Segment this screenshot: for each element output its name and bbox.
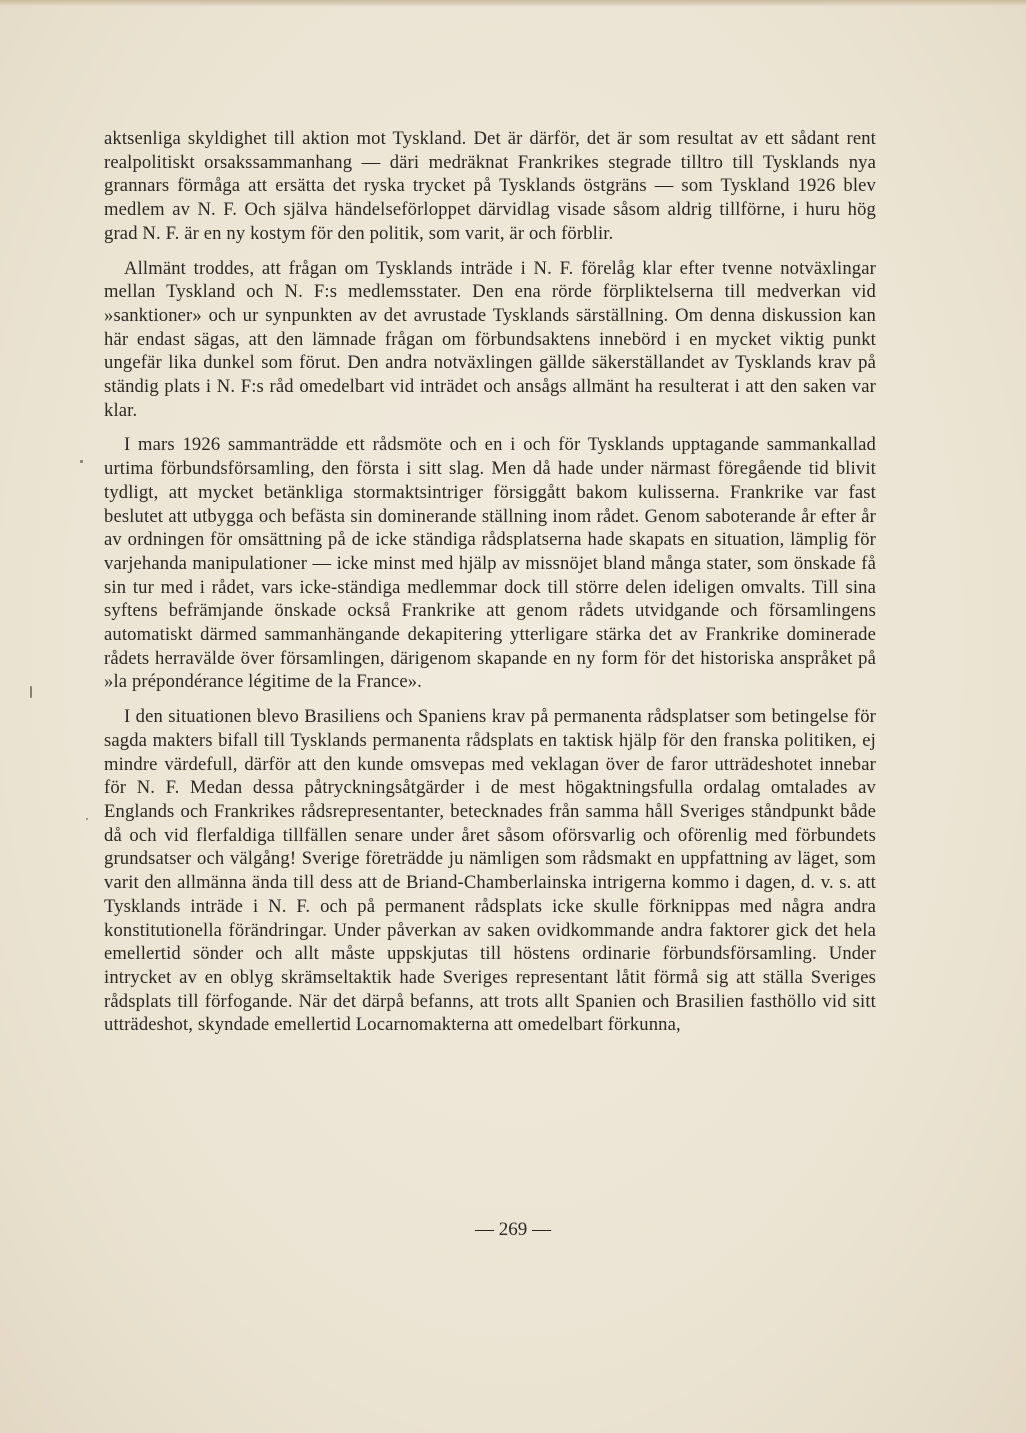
paper-speck — [80, 460, 83, 463]
page-top-edge — [0, 0, 1026, 6]
page-number: — 269 — — [475, 1219, 551, 1240]
paragraph-2: Allmänt troddes, att frågan om Tysklands inträde i N. F. förelåg klar efter tvenne notväxlingar mellan Tyskland och N. F:s medlemsstater. Den ena rörde förpliktelserna till medverkan vid »sanktioner» och ur synpunkten av det avrustade Tysklands särställning. Om denna diskussion kan här endast sägas, att den lämnade frågan om förbundsaktens innebörd i en mycket viktig punkt ungefär lika dunkel som förut. Den andra notväxlingen gällde säkerställandet av Tysklands krav på ständig plats i N. F:s råd omedelbart vid inträdet och ansågs allmänt ha resulterat i att den saken var klar. — [104, 257, 876, 421]
paragraph-1: aktsenliga skyldighet till aktion mot Tyskland. Det är därför, det är som resultat av ett sådant rent realpolitiskt orsakssammanhang — däri medräknat Frankrikes stegrade tilltro till Tysklands nya grannars förmåga att ersätta det ryska trycket på Tysklands östgräns — som Tyskland 1926 blev medlem av N. F. Och själva händelseförloppet därvidlag visade såsom aldrig tillförne, i huru hög grad N. F. är en ny kostym för den politik, som varit, är och förblir. — [104, 128, 876, 244]
body-text — [104, 127, 876, 1037]
paper-speck — [86, 818, 88, 820]
paper-speck — [30, 686, 32, 698]
paragraph-3: I mars 1926 sammanträdde ett rådsmöte och en i och för Tysklands upptagande sammankallad urtima förbundsförsamling, den första i sitt slag. Men då hade under närmast föregående tid blivit tydligt, att mycket betänkliga stormaktsintriger försiggått bakom kulisserna. Frankrike var fast beslutet att utbygga och befästa sin dominerande ställning inom rådet. Genom saboterande år efter år av ordningen för omsättning på de icke ständiga rådsplatserna hade skapats en situation, lämplig för varjehanda manipulationer — icke minst med hjälp av missnöjet bland många stater, som önskade få sin tur med i rådet, vars icke-ständiga medlemmar dock till större delen ideligen omvalts. Till sina syftens befrämjande önskade också Frankrike att genom rådets utvidgande och församlingens automatiskt därmed sammanhängande dekapitering ytterligare stärka det av Frankrike dominerade rådets herravälde över församlingen, därigenom skapande en ny form för det historiska anspråket på »la prépondérance légitime de la France». — [104, 434, 876, 693]
paragraph-4: I den situationen blevo Brasiliens och Spaniens krav på permanenta rådsplatser som betingelse för sagda makters bifall till Tysklands permanenta rådsplats en taktisk hjälp för den franska politiken, ej mindre värdefull, därför att den kunde omsvepas med veklagan över de faror utträdeshotet innebar för N. F. Medan dessa påtryckningsåtgärder i de mest högaktningsfulla ordalag omtalades av Englands och Frankrikes rådsrepresentanter, betecknades från samma håll Sveriges ståndpunkt både då och vid flerfaldiga tillfällen senare under året såsom oförsvarlig och oförenlig med förbundets grundsatser och välgång! Sverige företrädde ju nämligen som rådsmakt en uppfattning av läget, som varit den allmänna ända till dess att de Briand-Chamberlainska intrigerna kommo i dagen, d. v. s. att Tysklands inträde i N. F. och på permanent rådsplats icke skulle förknippas med några andra konstitutionella förändringar. Under påverkan av saken ovidkommande andra faktorer gick det hela emellertid sönder och allt måste uppskjutas till höstens ordinarie förbundsförsamling. Under intrycket av en oblyg skrämseltaktik hade Sveriges representant låtit förmå sig att ställa Sveriges rådsplats till förfogande. När det därpå befanns, att trots allt Spanien och Brasilien fasthöllo vid sitt utträdeshot, skyndade emellertid Locarnomakterna att omedelbart förkunna, — [104, 706, 876, 1036]
